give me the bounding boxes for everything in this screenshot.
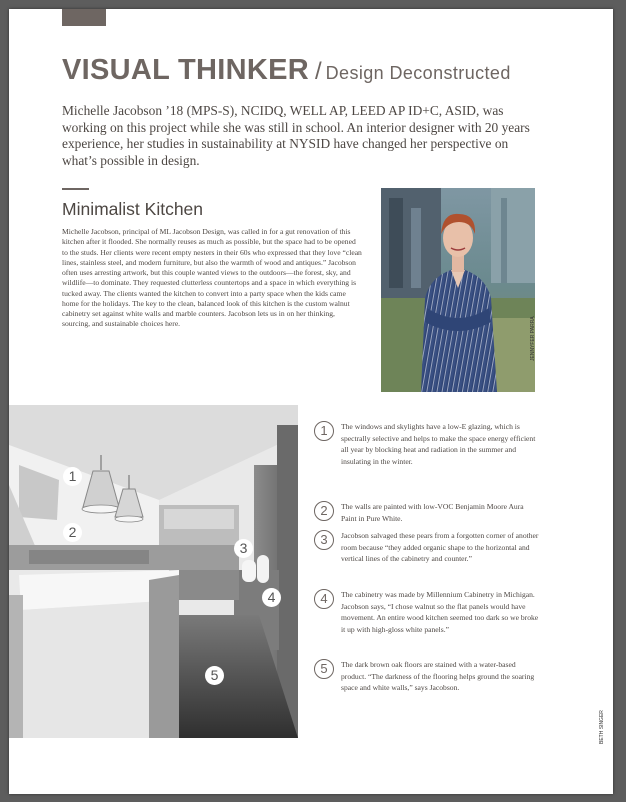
title-separator: /: [314, 58, 322, 85]
title-subtitle: Design Deconstructed: [325, 63, 511, 83]
note-text: The windows and skylights have a low-E glazing, which is spectrally selective and helps to make the space energy efficient all year by blocking heat and radiation in the summer and insulating in the winter.: [341, 422, 536, 466]
magazine-page: [9, 9, 613, 794]
photo-marker-2: 2: [63, 523, 82, 542]
photo-marker-4: 4: [262, 588, 281, 607]
title-main: VISUAL THINKER: [62, 54, 309, 86]
photo-marker-1: 1: [63, 467, 82, 486]
designer-portrait-photo: [381, 188, 535, 392]
page-title: [62, 54, 511, 87]
note-number: 2: [314, 501, 334, 521]
portrait-photo-credit: JENNYFER PARRA: [530, 316, 536, 361]
note-number: 4: [314, 589, 334, 609]
header-tab: [62, 9, 106, 26]
article-body: Michelle Jacobson, principal of ML Jacobson Design, was called in for a gut renovation of this kitchen after it flooded. She normally reuses as much as possible, but the space had to be opened to the studs. Her clients were recent empty nesters in their 60s who expressed that they love “clean lines, stainless steel, and modern furniture, but also the warmth of wood and antiques.” Jacobson often uses arresting artwork, but this couple wanted views to the outdoors—the forest, sky, and wildlife—to dominate. They requested clutterless countertops and a space in which everything is tucked away. The clients wanted the kitchen to convert into a party space when the kids came home for the holidays. The key to the clean, balanced look of this kitchen is the custom walnut cabinetry set against white walls and marble counters. Jacobson lets us in on her thinking, sourcing, and sustainable choices here.: [62, 227, 362, 329]
kitchen-photo: [9, 405, 298, 738]
section-title: Minimalist Kitchen: [62, 199, 204, 219]
note-number: 1: [314, 421, 334, 441]
photo-marker-3: 3: [234, 539, 253, 558]
note-number: 5: [314, 659, 334, 679]
note-text: Jacobson salvaged these pears from a forgotten corner of another room because “they added organic shape to the horizontal and vertical lines of the cabinetry and counter.”: [341, 531, 539, 564]
kitchen-photo-image: [9, 405, 298, 738]
kitchen-photo-credit: BETH SINGER: [599, 710, 605, 744]
photo-marker-5: 5: [205, 666, 224, 685]
note-number: 3: [314, 530, 334, 550]
note-text: The cabinetry was made by Millennium Cabinetry in Michigan. Jacobson says, “I chose walnut so the flat panels would have movement. An entire wood kitchen seemed too dark so we broke it up with high-gloss white panels.”: [341, 590, 539, 634]
note-text: The dark brown oak floors are stained with a water-based product. “The darkness of the flooring helps ground the soaring space and white walls,” says Jacobson.: [341, 660, 535, 693]
section-rule: [62, 188, 89, 190]
intro-paragraph: Michelle Jacobson ’18 (MPS-S), NCIDQ, WELL AP, LEED AP ID+C, ASID, was working on this project while she was still in school. An interior designer with 20 years experience, her studies in sustainability at NYSID have changed her perspective on what’s possible in design.: [62, 103, 530, 168]
note-text: The walls are painted with low-VOC Benjamin Moore Aura Paint in Pure White.: [341, 502, 524, 523]
